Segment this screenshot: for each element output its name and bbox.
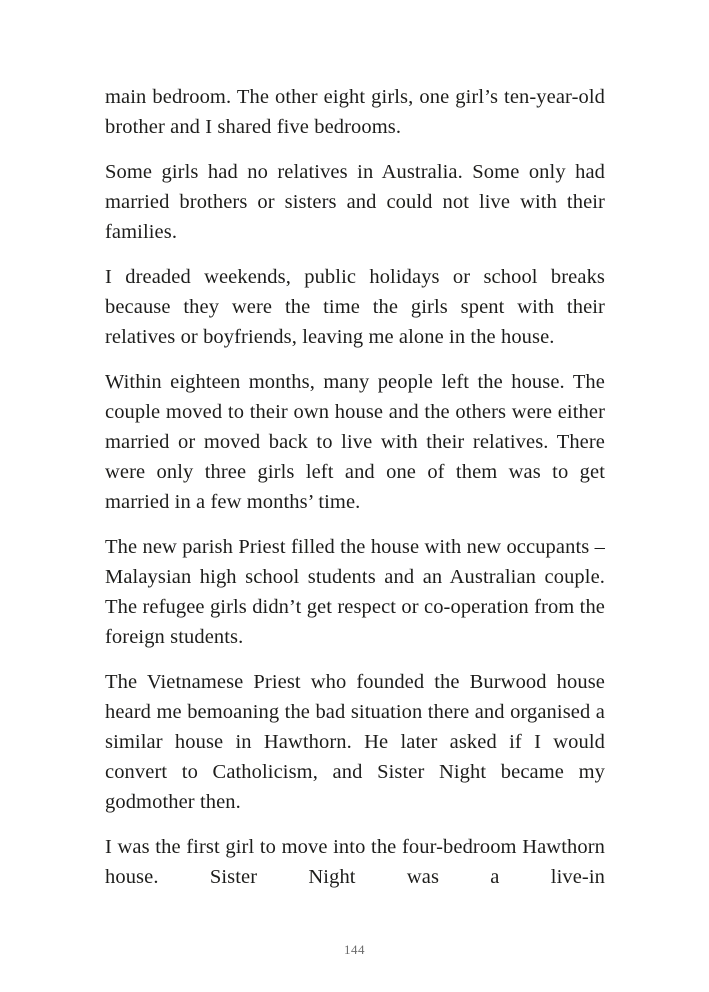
paragraph: The Vietnamese Priest who founded the Burwood house heard me bemoaning the bad situation there and organised a similar house in Hawthorn. He later asked if I would convert to Catholicism, and Sister Night became my godmother then. [105, 671, 605, 813]
paragraph: Within eighteen months, many people left the house. The couple moved to their own house and the others were either married or moved back to live with their relatives. There were only three girls left and one of them was to get married in a few months’ time. [105, 371, 605, 513]
paragraph: main bedroom. The other eight girls, one girl’s ten-year-old brother and I shared five bedrooms. [105, 86, 605, 138]
paragraph: I dreaded weekends, public holidays or school breaks because they were the time the girls spent with their relatives or boyfriends, leaving me alone in the house. [105, 266, 605, 348]
paragraph: Some girls had no relatives in Australia. Some only had married brothers or sisters and could not live with their families. [105, 161, 605, 243]
paragraph: The new parish Priest filled the house with new occupants – Malaysian high school students and an Australian couple. The refugee girls didn’t get respect or co-operation from the foreign students. [105, 536, 605, 648]
page-number: 144 [344, 942, 365, 957]
paragraph: I was the first girl to move into the four-bedroom Hawthorn house. Sister Night was a live-in [105, 836, 605, 888]
